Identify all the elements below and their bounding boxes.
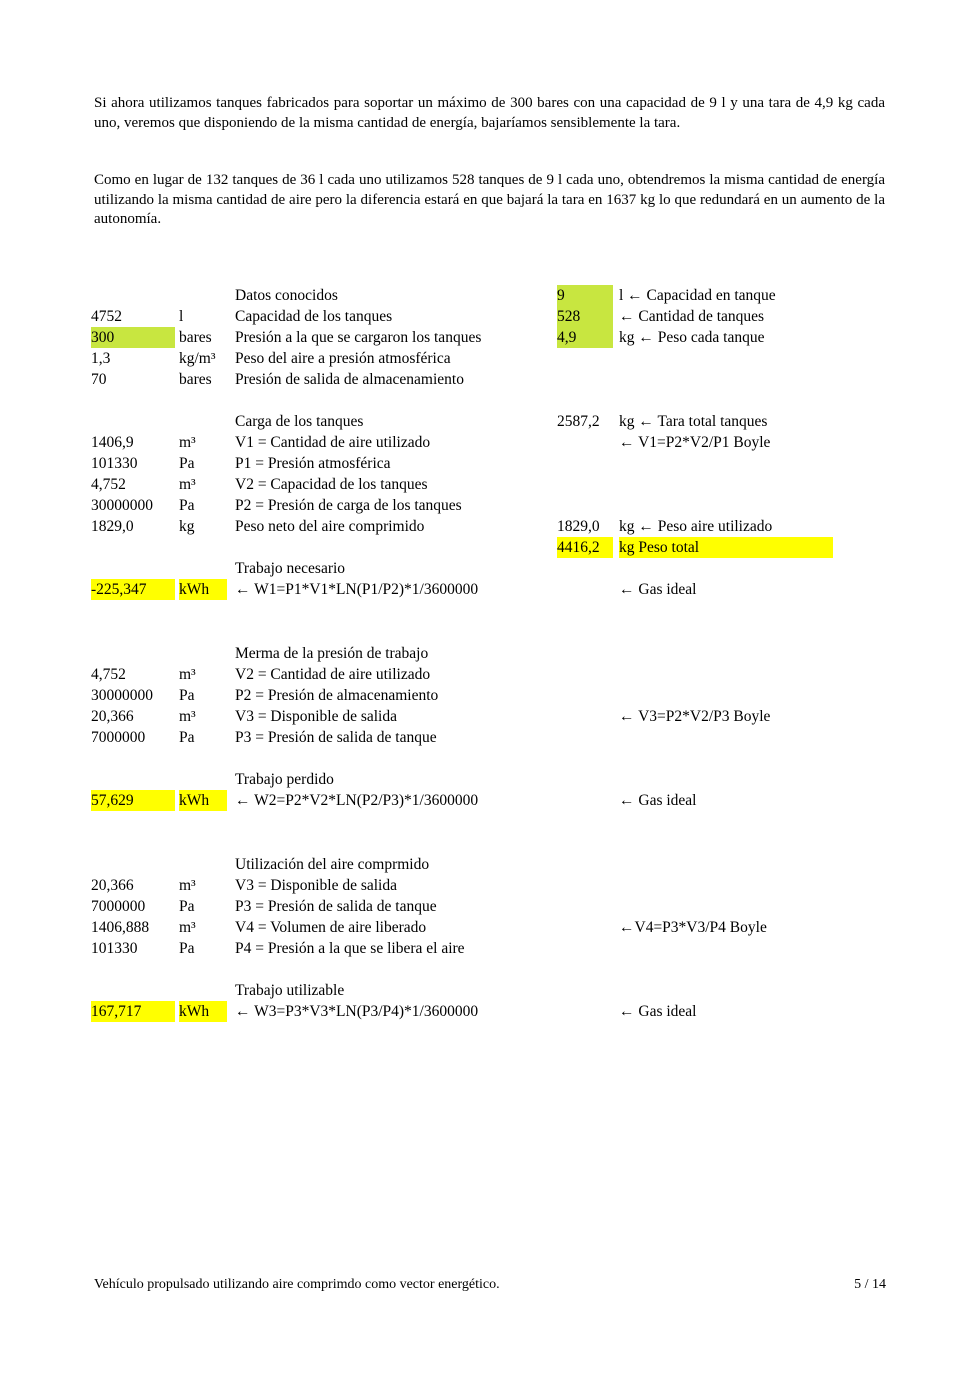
boyle-v4-note: ←V4=P3*V3/P4 Boyle (619, 919, 767, 936)
known-value: 70 (91, 371, 107, 388)
use-value: 101330 (91, 940, 138, 957)
known-label: Capacidad de los tanques (235, 308, 393, 325)
loss-value: 20,366 (91, 708, 134, 725)
use-label: P4 = Presión a la que se libera el aire (235, 940, 465, 957)
charge-label: V2 = Capacidad de los tanques (235, 476, 428, 493)
charge-value: 1406,9 (91, 434, 134, 451)
intro-paragraph: Si ahora utilizamos tanques fabricados para soportar un máximo de 300 bares con una capacidad de 9 l y una tara de 4,9 kg cada uno, veremos que disponiendo de la misma cantidad de energía, bajaríamos sensiblemente la tara. (94, 95, 885, 131)
use-label: V4 = Volumen de aire liberado (235, 919, 427, 936)
charge-unit: kg (179, 518, 195, 535)
loss-unit: m³ (179, 708, 196, 725)
work-lost-formula: ← W2=P2*V2*LN(P2/P3)*1/3600000 (235, 792, 479, 809)
use-value: 1406,888 (91, 919, 150, 936)
use-label: V3 = Disponible de salida (235, 877, 397, 894)
comparison-paragraph: Como en lugar de 132 tanques de 36 l cada uno utilizamos 528 tanques de 9 l cada uno, obtendremos la misma cantidad de energía utilizando la misma cantidad de aire pero la diferencia estará en que bajará la tara en 1637 kg lo que redundará en un aumento de la autonomía. (94, 172, 885, 227)
tara-total-value: 2587,2 (557, 413, 600, 430)
charge-label: P2 = Presión de carga de los tanques (235, 497, 462, 514)
work-lost-unit: kWh (179, 790, 227, 811)
work-usable-note: ← Gas ideal (619, 1003, 697, 1020)
footer-title: Vehículo propulsado utilizando aire comprimdo como vector energético. (94, 1277, 500, 1292)
use-unit: m³ (179, 877, 196, 894)
known-unit: bares (179, 329, 212, 346)
charge-value: 30000000 (91, 497, 153, 514)
loss-unit: Pa (179, 729, 195, 746)
boyle-v1-note: ← V1=P2*V2/P1 Boyle (619, 434, 771, 451)
charge-value: 1829,0 (91, 518, 134, 535)
known-label: Peso del aire a presión atmosférica (235, 350, 451, 367)
tank-count-label: ← Cantidad de tanques (619, 308, 765, 325)
charge-value: 101330 (91, 455, 138, 472)
work-usable-formula: ← W3=P3*V3*LN(P3/P4)*1/3600000 (235, 1003, 479, 1020)
use-unit: Pa (179, 898, 195, 915)
use-label: P3 = Presión de salida de tanque (235, 898, 437, 915)
section-title-use: Utilización del aire comprmido (235, 856, 430, 873)
known-unit: l (179, 308, 184, 325)
loss-value: 30000000 (91, 687, 153, 704)
use-value: 7000000 (91, 898, 146, 915)
loss-label: V2 = Cantidad de aire utilizado (235, 666, 431, 683)
tank-count-value: 528 (557, 306, 613, 327)
loss-label: P3 = Presión de salida de tanque (235, 729, 437, 746)
work-title-usable: Trabajo utilizable (235, 982, 345, 999)
use-value: 20,366 (91, 877, 134, 894)
known-label: Presión de salida de almacenamiento (235, 371, 464, 388)
loss-label: V3 = Disponible de salida (235, 708, 397, 725)
known-value: 1,3 (91, 350, 111, 367)
charge-unit: Pa (179, 455, 195, 472)
charge-label: V1 = Cantidad de aire utilizado (235, 434, 431, 451)
section-title-known: Datos conocidos (235, 287, 338, 304)
known-unit: kg/m³ (179, 350, 216, 367)
known-value: 4752 (91, 308, 122, 325)
use-unit: m³ (179, 919, 196, 936)
tank-weight-value: 4,9 (557, 327, 613, 348)
air-weight-value: 1829,0 (557, 518, 600, 535)
boyle-v3-note: ← V3=P2*V2/P3 Boyle (619, 708, 771, 725)
loss-value: 4,752 (91, 666, 126, 683)
work-title-required: Trabajo necesario (235, 560, 346, 577)
work-lost-note: ← Gas ideal (619, 792, 697, 809)
section-title-loss: Merma de la presión de trabajo (235, 645, 429, 662)
charge-unit: Pa (179, 497, 195, 514)
loss-unit: m³ (179, 666, 196, 683)
charge-label: P1 = Presión atmosférica (235, 455, 391, 472)
total-weight-value: 4416,2 (557, 537, 613, 558)
known-value: 300 (91, 327, 175, 348)
known-label: Presión a la que se cargaron los tanques (235, 329, 482, 346)
known-unit: bares (179, 371, 212, 388)
charge-label: Peso neto del aire comprimido (235, 518, 425, 535)
work-required-formula: ← W1=P1*V1*LN(P1/P2)*1/3600000 (235, 581, 479, 598)
air-weight-label: kg ← Peso aire utilizado (619, 518, 773, 535)
section-title-charge: Carga de los tanques (235, 413, 364, 430)
work-usable-value: 167,717 (91, 1001, 175, 1022)
tank-capacity-value: 9 (557, 285, 613, 306)
work-usable-unit: kWh (179, 1001, 227, 1022)
page-number: 5 / 14 (854, 1277, 886, 1292)
tank-capacity-label: l ← Capacidad en tanque (619, 287, 776, 304)
work-lost-value: 57,629 (91, 790, 175, 811)
charge-unit: m³ (179, 476, 196, 493)
charge-value: 4,752 (91, 476, 126, 493)
tank-weight-label: kg ← Peso cada tanque (619, 329, 765, 346)
work-required-note: ← Gas ideal (619, 581, 697, 598)
work-required-unit: kWh (179, 579, 227, 600)
work-title-lost: Trabajo perdido (235, 771, 334, 788)
work-required-value: -225,347 (91, 579, 175, 600)
loss-unit: Pa (179, 687, 195, 704)
loss-value: 7000000 (91, 729, 146, 746)
tara-total-label: kg ← Tara total tanques (619, 413, 768, 430)
total-weight-label: kg Peso total (619, 537, 833, 558)
loss-label: P2 = Presión de almacenamiento (235, 687, 439, 704)
use-unit: Pa (179, 940, 195, 957)
charge-unit: m³ (179, 434, 196, 451)
